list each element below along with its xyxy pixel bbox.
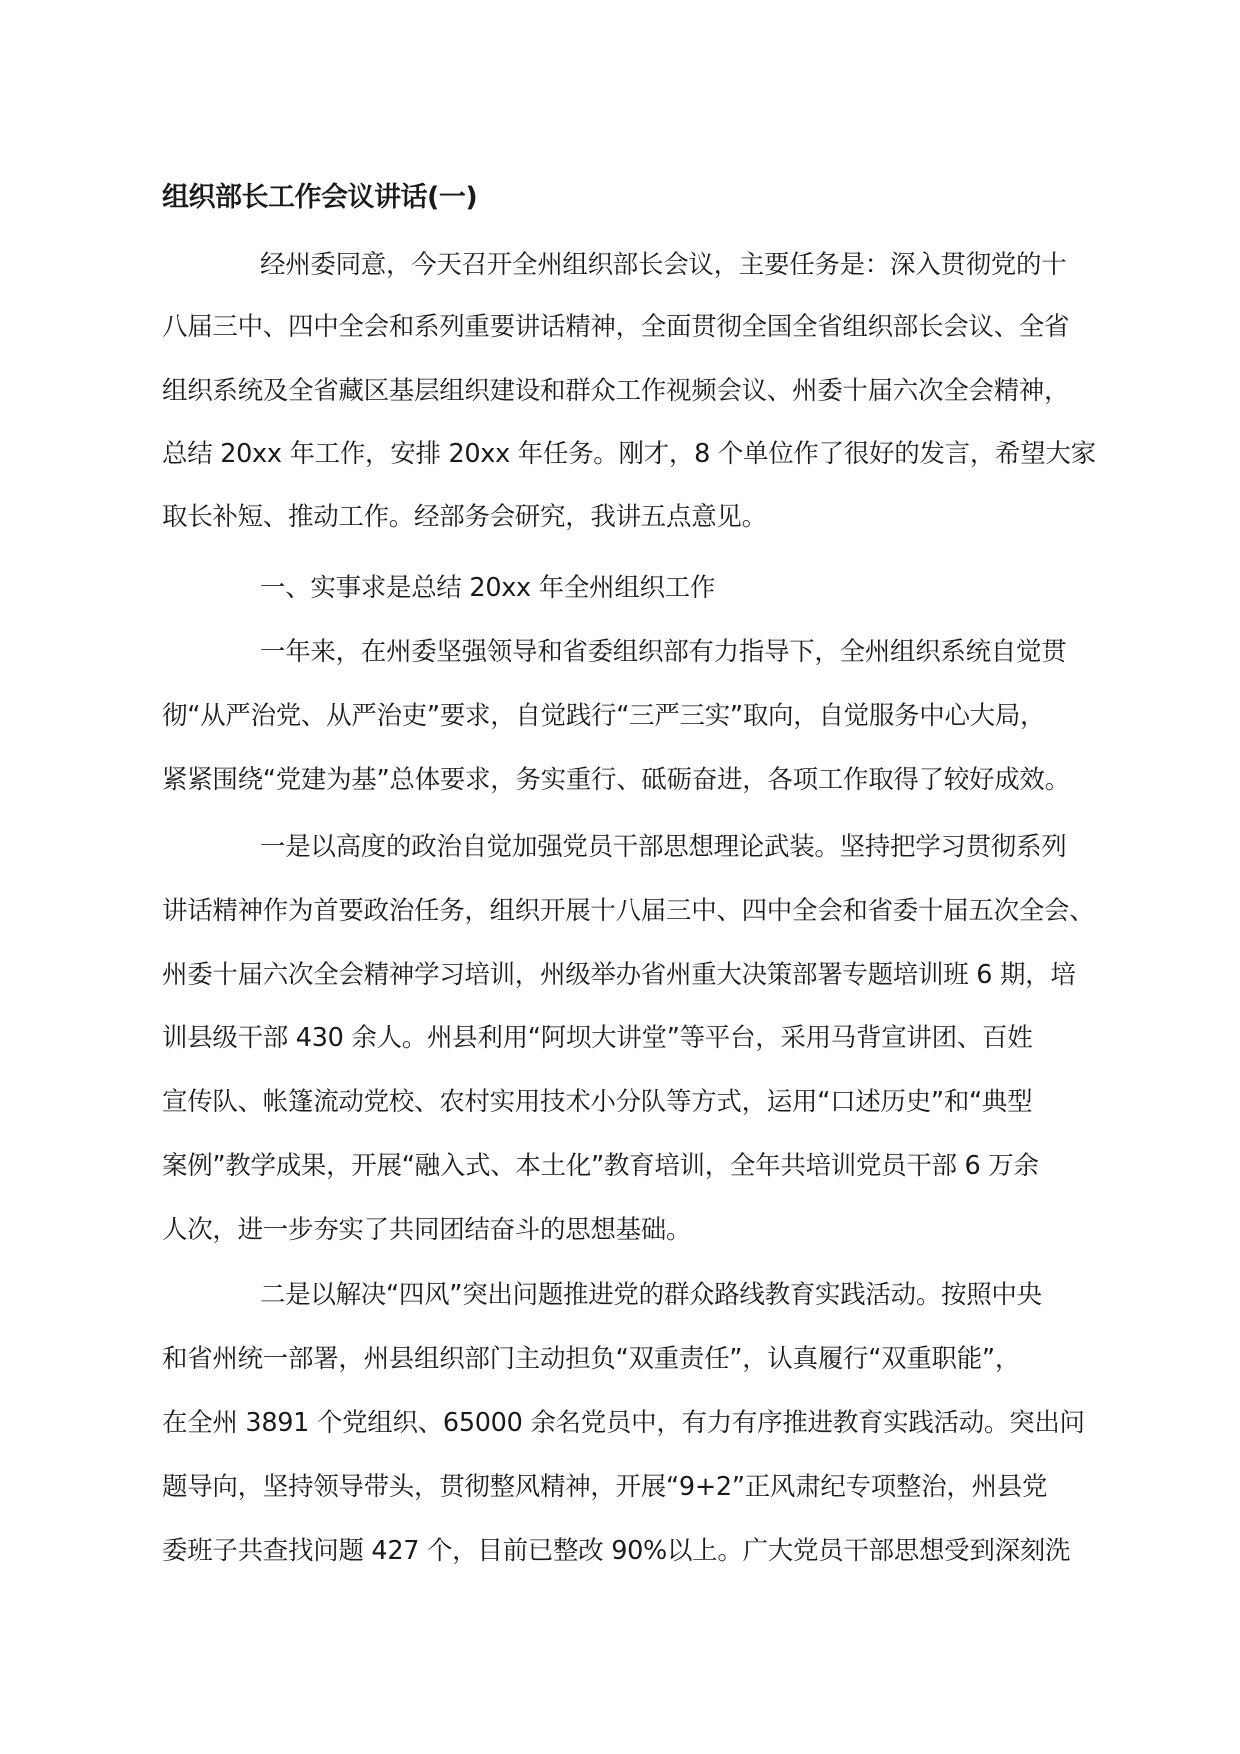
paragraph-line: 一年来，在州委坚强领导和省委组织部有力指导下，全州组织系统自觉贯 (260, 637, 1067, 667)
paragraph-line: 训县级干部 430 余人。州县利用“阿坝大讲堂”等平台，采用马背宣讲团、百姓 (162, 1023, 1033, 1053)
paragraph-line: 州委十届六次全会精神学习培训，州级举办省州重大决策部署专题培训班 6 期，培 (162, 960, 1076, 990)
paragraph-line: 取长补短、推动工作。经部务会研究，我讲五点意见。 (162, 502, 767, 532)
paragraph-line: 彻“从严治党、从严治吏”要求，自觉践行“三严三实”取向，自觉服务中心大局， (162, 701, 1046, 731)
document-title: 组织部长工作会议讲话(一) (162, 182, 478, 213)
paragraph-line: 在全州 3891 个党组织、65000 余名党员中，有力有序推进教育实践活动。突出问 (162, 1408, 1085, 1438)
paragraph-line: 委班子共查找问题 427 个，目前已整改 90%以上。广大党员干部思想受到深刻洗 (162, 1536, 1071, 1566)
paragraph-line: 一是以高度的政治自觉加强党员干部思想理论武装。坚持把学习贯彻系列 (260, 832, 1067, 862)
paragraph-line: 案例”教学成果，开展“融入式、本土化”教育培训，全年共培训党员干部 6 万余 (162, 1151, 1039, 1181)
paragraph-line: 八届三中、四中全会和系列重要讲话精神，全面贯彻全国全省组织部长会议、全省 (162, 312, 1070, 342)
paragraph-line: 总结 20xx 年工作，安排 20xx 年任务。刚才，8 个单位作了很好的发言，希望大家 (162, 439, 1096, 469)
paragraph-line: 讲话精神作为首要政治任务，组织开展十八届三中、四中全会和省委十届五次全会、 (162, 896, 1095, 926)
paragraph-line: 二是以解决“四风”突出问题推进党的群众路线教育实践活动。按照中央 (260, 1280, 1042, 1310)
paragraph-line: 经州委同意，今天召开全州组织部长会议，主要任务是：深入贯彻党的十 (260, 250, 1067, 280)
paragraph-line: 组织系统及全省藏区基层组织建设和群众工作视频会议、州委十届六次全会精神， (162, 376, 1070, 406)
section-heading: 一、实事求是总结 20xx 年全州组织工作 (260, 573, 716, 603)
paragraph-line: 和省州统一部署，州县组织部门主动担负“双重责任”，认真履行“双重职能”， (162, 1344, 1021, 1374)
paragraph-line: 宣传队、帐篷流动党校、农村实用技术小分队等方式，运用“口述历史”和“典型 (162, 1087, 1033, 1117)
paragraph-line: 人次，进一步夯实了共同团结奋斗的思想基础。 (162, 1215, 692, 1245)
paragraph-line: 紧紧围绕“党建为基”总体要求，务实重行、砥砺奋进，各项工作取得了较好成效。 (162, 765, 1070, 795)
paragraph-line: 题导向，坚持领导带头，贯彻整风精神，开展“9+2”正风肃纪专项整治，州县党 (162, 1472, 1048, 1502)
